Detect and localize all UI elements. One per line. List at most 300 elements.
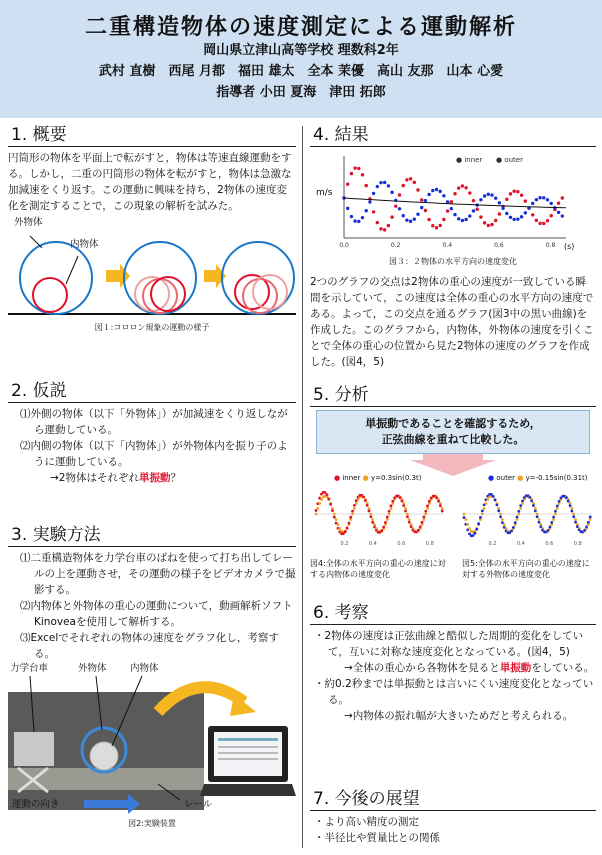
data-point: [499, 515, 502, 518]
data-point: [348, 522, 351, 525]
fit-point: [516, 518, 519, 521]
fit-point: [337, 523, 340, 526]
inner-point: [531, 213, 534, 216]
inner-point: [464, 186, 467, 189]
fit-point: [390, 507, 393, 510]
banner-line-1: 単振動であることを確認するため，: [365, 417, 541, 430]
data-point: [346, 527, 349, 530]
outer-object-label: 外物体: [14, 217, 43, 228]
outer-point: [516, 217, 519, 220]
poster-header: [0, 0, 602, 118]
fit-point: [351, 513, 354, 516]
outer-point: [501, 207, 504, 210]
outer-point: [394, 199, 397, 202]
fit-point: [441, 507, 444, 510]
inner-point: [494, 219, 497, 222]
results-text: 2つのグラフの交点は2物体の重心の速度が一致している瞬間を示していて，この速度は全体の重心の水平方向の速度である。よって，この交点を通るグラフ(図3中の黒い曲線)を作成した。このグラフから，内物体，外物体の速度を引くことで全体の重心の位置から見た2物体の速度のグラフを作成した。(図4，5): [310, 276, 594, 368]
fit-point: [481, 513, 484, 516]
data-point: [497, 509, 500, 512]
data-point: [402, 504, 405, 507]
fit-point: [554, 513, 557, 516]
outer-point: [464, 218, 467, 221]
data-point: [344, 530, 347, 533]
inner-point: [468, 191, 471, 194]
outer-object-label-fig2: 外物体: [78, 663, 107, 674]
data-point: [329, 503, 332, 506]
outer-point: [550, 202, 553, 205]
data-point: [549, 526, 552, 529]
fit-point: [519, 507, 522, 510]
outer-point: [361, 216, 364, 219]
data-point: [554, 510, 557, 513]
outer-point: [505, 212, 508, 215]
inner-point: [561, 196, 564, 199]
fit-point: [388, 513, 391, 516]
column-divider: [302, 126, 303, 848]
x-tick-label: 0.4: [368, 541, 377, 547]
inner-point: [483, 221, 486, 224]
inner-point: [353, 166, 356, 169]
outer-point: [535, 198, 538, 201]
data-point: [570, 510, 573, 513]
fit-point: [589, 518, 592, 521]
inner-point: [346, 183, 349, 186]
future-section: [310, 788, 596, 846]
fit-point: [574, 518, 577, 521]
fit-point: [556, 507, 559, 510]
discussion-arrow: →全体の重心から各物体を見ると単振動をしている。: [344, 662, 595, 674]
overview-section: [8, 124, 296, 332]
data-point: [390, 504, 393, 507]
data-point: [567, 500, 570, 503]
school-name: 岡山県立津山高等学校 理数科2年: [203, 43, 399, 58]
x-tick-label: 0.2: [390, 242, 401, 249]
outer-point: [542, 196, 545, 199]
advisor-list: 指導者 小田 夏海 津田 拓郎: [216, 85, 386, 100]
fit-point: [499, 513, 502, 516]
outer-point: [442, 194, 445, 197]
fit-point: [426, 507, 429, 510]
discussion-item: ・約0.2秒までは単振動とは言いにくい速度変化となっている。: [314, 678, 594, 706]
data-point: [536, 515, 539, 518]
outer-point: [416, 213, 419, 216]
fit-point: [404, 507, 407, 510]
rail-label: レール: [184, 799, 213, 810]
future-item: ・より高い精度の測定: [314, 816, 419, 828]
velocity-axis-label: m/s: [316, 188, 333, 198]
outer-point: [427, 193, 430, 196]
inner-point: [350, 172, 353, 175]
inner-point: [446, 209, 449, 212]
fit-point: [503, 523, 506, 526]
outer-point: [409, 220, 412, 223]
x-tick-label: 0.8: [545, 242, 556, 249]
x-tick-label: 0.8: [573, 541, 582, 547]
outer-point: [509, 216, 512, 219]
inner-point: [516, 190, 519, 193]
inner-point: [420, 198, 423, 201]
inner-point: [476, 208, 479, 211]
figure-2: [8, 663, 296, 832]
data-point: [475, 528, 478, 531]
inner-point: [402, 184, 405, 187]
inner-point: [538, 222, 541, 225]
outer-point: [413, 217, 416, 220]
inner-point: [513, 189, 516, 192]
fig4-legend: ● inner ● y=0.3sin(0.3t): [334, 474, 422, 482]
outer-point: [468, 214, 471, 217]
figure-3-caption: 図３：２物体の水平方向の速度変化: [389, 257, 517, 266]
inner-point: [427, 218, 430, 221]
data-point: [408, 521, 411, 524]
method-list: [8, 550, 296, 662]
outer-point: [420, 206, 423, 209]
results-heading: 4. 結果: [310, 124, 596, 147]
outer-point: [376, 185, 379, 188]
figure-1: [8, 217, 296, 332]
inner-point: [509, 192, 512, 195]
data-point: [572, 515, 575, 518]
data-point: [556, 504, 559, 507]
outer-point: [350, 215, 353, 218]
data-point: [327, 497, 330, 500]
data-point: [574, 521, 577, 524]
outer-point: [538, 196, 541, 199]
inner-point: [524, 199, 527, 202]
discussion-section: [310, 602, 596, 724]
outer-point: [557, 211, 560, 214]
x-tick-label: 0.2: [340, 541, 349, 547]
data-point: [324, 491, 327, 494]
inner-point: [453, 192, 456, 195]
inner-point: [405, 178, 408, 181]
outer-point: [520, 215, 523, 218]
outer-point: [365, 209, 368, 212]
analysis-heading: 5. 分析: [310, 384, 596, 407]
data-point: [492, 495, 495, 498]
inner-point: [546, 219, 549, 222]
hypothesis-conclusion: →2物体はそれぞれ単振動？: [50, 472, 181, 484]
overview-text: 円筒形の物体を平面上で転がすと，物体は等速直線運動をする。しかし，二重の円筒形の物体を転がすと，物体は急激な加減速をくり返す。この運動に興味を持ち，2物体の速度変化を測定することで，この現象の解析を試みた。: [8, 152, 292, 212]
outer-point: [561, 214, 564, 217]
outer-point: [357, 220, 360, 223]
figure-4-caption: 図4:全体の水平方向の重心の速度に対する内物体の速度変化: [310, 559, 446, 579]
data-point: [517, 510, 520, 513]
data-point: [424, 510, 427, 513]
fit-point: [422, 518, 425, 521]
method-item: ⑶Excelでそれぞれの物体の速度をグラフ化し，考察する。: [20, 632, 279, 660]
figure-2-caption: 図2:実験装置: [128, 819, 176, 828]
inner-point: [383, 228, 386, 231]
figure-1-caption: 図１:コロロン現象の運動の様子: [94, 323, 210, 332]
outer-point: [450, 207, 453, 210]
fit-point: [368, 507, 371, 510]
figure-5-caption: 図5:全体の水平方向の重心の速度に対する外物体の速度変化: [462, 559, 590, 579]
method-section: [8, 524, 296, 832]
outer-point: [424, 199, 427, 202]
inner-point: [461, 184, 464, 187]
poster-title: 二重構造物体の速度測定による運動解析: [84, 15, 517, 40]
outer-point: [353, 219, 356, 222]
fit-point: [486, 498, 489, 501]
outer-point: [453, 213, 456, 216]
data-point: [369, 515, 372, 518]
outer-point: [494, 196, 497, 199]
data-point: [481, 510, 484, 513]
fit-point: [534, 507, 537, 510]
x-tick-label: 0.6: [545, 541, 554, 547]
outer-point: [479, 198, 482, 201]
banner-line-2: 正弦曲線を重ねて比較した。: [381, 433, 525, 446]
figures-4-5: [310, 474, 596, 584]
fit-point: [464, 518, 467, 521]
data-point: [326, 493, 329, 496]
fit-point: [572, 513, 575, 516]
velocity-chart: [336, 150, 576, 252]
inner-point: [376, 221, 379, 224]
method-item: ⑵内物体と外物体の重心の運動について，動画解析ソフトKinoveaを使用して解析する。: [20, 600, 293, 628]
data-point: [426, 505, 429, 508]
fit-point: [521, 502, 524, 505]
outer-point: [457, 217, 460, 220]
inner-point: [450, 200, 453, 203]
fit-point: [335, 518, 338, 521]
outer-point: [461, 219, 464, 222]
outer-point: [398, 207, 401, 210]
inner-point: [557, 201, 560, 204]
data-point: [422, 516, 425, 519]
fit-point: [369, 513, 372, 516]
fit-point: [333, 513, 336, 516]
fit-point: [483, 507, 486, 510]
fit-point: [353, 507, 356, 510]
fit-point: [406, 513, 409, 516]
fit-point: [570, 507, 573, 510]
fit-point: [536, 513, 539, 516]
data-point: [349, 516, 352, 519]
data-point: [366, 504, 369, 507]
data-point: [534, 510, 537, 513]
fit-point: [371, 518, 374, 521]
method-heading: 3. 実験方法: [8, 524, 296, 547]
data-point: [589, 516, 592, 519]
inner-point: [431, 224, 434, 227]
legend-inner: ● inner: [456, 156, 483, 164]
cart-label: 力学台車: [10, 663, 49, 674]
data-point: [538, 521, 541, 524]
inner-point: [365, 184, 368, 187]
data-point: [512, 526, 515, 529]
outer-point: [531, 202, 534, 205]
data-point: [477, 522, 480, 525]
outer-point: [402, 214, 405, 217]
inner-point: [490, 223, 493, 226]
inner-point: [387, 224, 390, 227]
hypothesis-list: [8, 406, 296, 486]
data-point: [333, 516, 336, 519]
inner-point: [361, 173, 364, 176]
inner-object-label-fig2: 内物体: [130, 663, 159, 674]
data-point: [382, 526, 385, 529]
inner-point: [520, 194, 523, 197]
data-point: [364, 499, 367, 502]
future-heading: 7. 今後の展望: [310, 788, 596, 811]
fit-point: [338, 527, 341, 530]
fit-point: [463, 513, 466, 516]
outer-point: [513, 218, 516, 221]
inner-point: [413, 181, 416, 184]
fit-point: [538, 518, 541, 521]
inner-point: [357, 167, 360, 170]
data-point: [519, 504, 522, 507]
inner-point: [379, 227, 382, 230]
hypothesis-item: ⑵内側の物体（以下「内物体」）が外物体内を振り子のように運動している。: [20, 440, 288, 468]
analysis-banner: [316, 410, 590, 454]
inner-point: [535, 219, 538, 222]
fit-point: [485, 502, 488, 505]
down-arrow: [310, 454, 596, 476]
data-point: [474, 532, 477, 535]
inner-point: [505, 198, 508, 201]
fit-point: [318, 502, 321, 505]
fit-point: [552, 518, 555, 521]
outer-point: [346, 207, 349, 210]
discussion-heading: 6. 考察: [310, 602, 596, 625]
hypothesis-item: ⑴外側の物体（以下「外物体」）が加減速をくり返しながら運動している。: [20, 408, 288, 436]
data-point: [404, 510, 407, 513]
outer-point: [487, 193, 490, 196]
outer-point: [387, 184, 390, 187]
inner-point: [398, 193, 401, 196]
inner-object-label: 内物体: [70, 239, 99, 250]
outer-point: [483, 194, 486, 197]
outer-point: [439, 190, 442, 193]
fig5-legend: ● outer ● y=-0.15sin(0.31t): [488, 474, 588, 482]
data-point: [552, 516, 555, 519]
overview-heading: 1. 概要: [8, 124, 296, 147]
data-point: [437, 500, 440, 503]
data-point: [494, 499, 497, 502]
inner-point: [472, 199, 475, 202]
data-point: [362, 496, 365, 499]
fit-point: [517, 513, 520, 516]
fit-point: [424, 513, 427, 516]
x-tick-label: 0.8: [425, 541, 434, 547]
data-point: [585, 525, 588, 528]
inner-point: [550, 214, 553, 217]
data-point: [421, 521, 424, 524]
inner-point: [479, 215, 482, 218]
data-point: [514, 521, 517, 524]
data-point: [388, 510, 391, 513]
hypothesis-section: [8, 380, 296, 486]
inner-point: [542, 222, 545, 225]
data-point: [384, 521, 387, 524]
fit-point: [386, 518, 389, 521]
fit-point: [315, 513, 318, 516]
outer-point: [472, 209, 475, 212]
inner-point: [416, 188, 419, 191]
inner-fit-chart: [312, 486, 448, 548]
x-tick-label: 0.0: [339, 242, 349, 249]
inner-point: [435, 226, 438, 229]
outer-point: [490, 193, 493, 196]
data-point: [441, 510, 444, 513]
discussion-list: [310, 628, 596, 724]
outer-fit-chart: [460, 486, 596, 548]
inner-point: [372, 210, 375, 213]
data-point: [532, 504, 535, 507]
data-point: [516, 516, 519, 519]
x-tick-label: 0.4: [516, 541, 525, 547]
future-list: [310, 814, 596, 846]
outer-point: [498, 201, 501, 204]
outer-point: [435, 188, 438, 191]
data-point: [371, 521, 374, 524]
data-point: [496, 504, 499, 507]
data-point: [368, 510, 371, 513]
direction-label: 運動の向き: [12, 799, 60, 810]
data-point: [386, 516, 389, 519]
data-point: [587, 521, 590, 524]
data-point: [406, 515, 409, 518]
data-point: [569, 504, 572, 507]
analysis-section: [310, 384, 596, 584]
outer-point: [431, 189, 434, 192]
method-item: ⑴二重構造物体を力学台車のばねを使って打ち出してレールの上を運動させ，その運動の様子をビデオカメラで撮影する。: [20, 552, 296, 596]
future-item: ・半径比や質量比との関係: [314, 832, 440, 844]
data-point: [401, 500, 404, 503]
data-point: [439, 504, 442, 507]
data-point: [351, 510, 354, 513]
fit-point: [316, 507, 319, 510]
outer-point: [524, 211, 527, 214]
fit-point: [349, 518, 352, 521]
fit-point: [408, 518, 411, 521]
x-tick-label: 0.2: [488, 541, 497, 547]
data-point: [472, 534, 475, 537]
outer-point: [546, 198, 549, 201]
rolling-diagram: [8, 220, 296, 320]
outer-point: [390, 191, 393, 194]
outer-point: [383, 181, 386, 184]
fit-point: [320, 498, 323, 501]
fit-point: [468, 527, 471, 530]
inner-point: [457, 186, 460, 189]
data-point: [510, 529, 513, 532]
discussion-arrow: →内物体の振れ幅が大きいためだと考えられる。: [344, 710, 574, 722]
figure-3: [310, 150, 596, 268]
inner-point: [424, 209, 427, 212]
fit-point: [373, 523, 376, 526]
time-unit-label: (s): [564, 242, 575, 251]
inner-point: [390, 215, 393, 218]
results-section: [310, 124, 596, 370]
data-point: [331, 509, 334, 512]
outer-point: [372, 192, 375, 195]
outer-point: [368, 200, 371, 203]
author-list: 武村 直樹 西尾 月都 福田 雄太 全本 茉優 高山 友那 山本 心愛: [98, 64, 504, 79]
inner-point: [394, 204, 397, 207]
x-tick-label: 0.6: [494, 242, 504, 249]
fit-point: [501, 518, 504, 521]
data-point: [530, 500, 533, 503]
data-point: [550, 521, 553, 524]
inner-point: [442, 218, 445, 221]
inner-point: [487, 224, 490, 227]
outer-point: [405, 218, 408, 221]
inner-point: [439, 224, 442, 227]
